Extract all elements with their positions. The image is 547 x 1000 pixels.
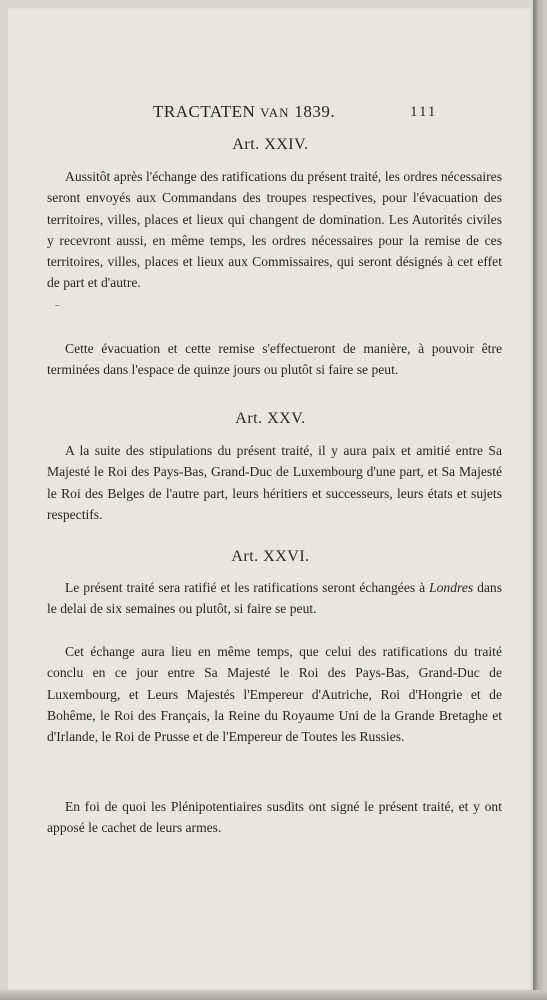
running-head-van: VAN: [260, 105, 290, 120]
book-page: [8, 8, 533, 990]
running-head: [153, 102, 335, 122]
article-26-paragraph-1-after: dans le delai de six semaines ou plutôt, si faire se peut.: [47, 580, 502, 617]
paper-speck: [55, 305, 59, 306]
page-edge-bottom: [0, 990, 547, 1000]
article-24-heading: Art. XXIV.: [232, 136, 309, 153]
page-edge-right: [533, 0, 547, 1000]
article-26-paragraph-1-before: Le présent traité sera ratifié et les ratifications seront échangées à: [65, 580, 430, 595]
article-24-paragraph-2: Cette évacuation et cette remise s'effectueront de manière, à pouvoir être terminées dans l'espace de quinze jours ou plutôt si faire se peut.: [47, 341, 502, 378]
article-26-paragraph-1: [47, 577, 502, 620]
article-26-paragraph-2: Cet échange aura lieu en même temps, que celui des ratifications du traité conclu en ce jour entre Sa Majesté le Roi des Pays-Bas, Grand-Duc de Luxembourg, et Leurs Majestés l'Empereur d'Autriche, Roi d'Hongrie et de Bohême, le Roi des Français, la Reine du Royaume Uni de la Grande Bretaghe et d'Irlande, le Roi de Prusse et de l'Empereur de Toutes les Russies.: [47, 644, 502, 745]
article-24-paragraph-1: Aussitôt après l'échange des ratifications du présent traité, les ordres nécessaires seront envoyés aux Commandans des troupes respectives, pour l'évacuation des territoires, villes, places et lieux qui changent de domination. Les Autorités civiles y recevront aussi, en même temps, les ordres nécessaires pour la remise de ces territoires, villes, places et lieux aux Commissaires, qui seront désignés à cet effet de part et d'autre.: [47, 169, 502, 291]
article-26-paragraph-3: En foi de quoi les Plénipotentiaires susdits ont signé le présent traité, et y ont apposé le cachet de leurs armes.: [47, 799, 502, 836]
article-26-heading: Art. XXVI.: [231, 548, 310, 565]
place-name-londres: Londres: [429, 580, 474, 595]
article-25-paragraph-1: A la suite des stipulations du présent traité, il y aura paix et amitié entre Sa Majesté le Roi des Pays-Bas, Grand-Duc de Luxembourg d'une part, et Sa Majesté le Roi des Belges de l'autre part, leurs héritiers et successeurs, leurs états et sujets respectifs.: [47, 443, 502, 522]
article-25-heading: Art. XXV.: [235, 410, 306, 427]
page-number: 111: [410, 104, 438, 120]
running-head-year: 1839.: [294, 102, 336, 121]
running-head-title: TRACTATEN: [153, 102, 256, 121]
